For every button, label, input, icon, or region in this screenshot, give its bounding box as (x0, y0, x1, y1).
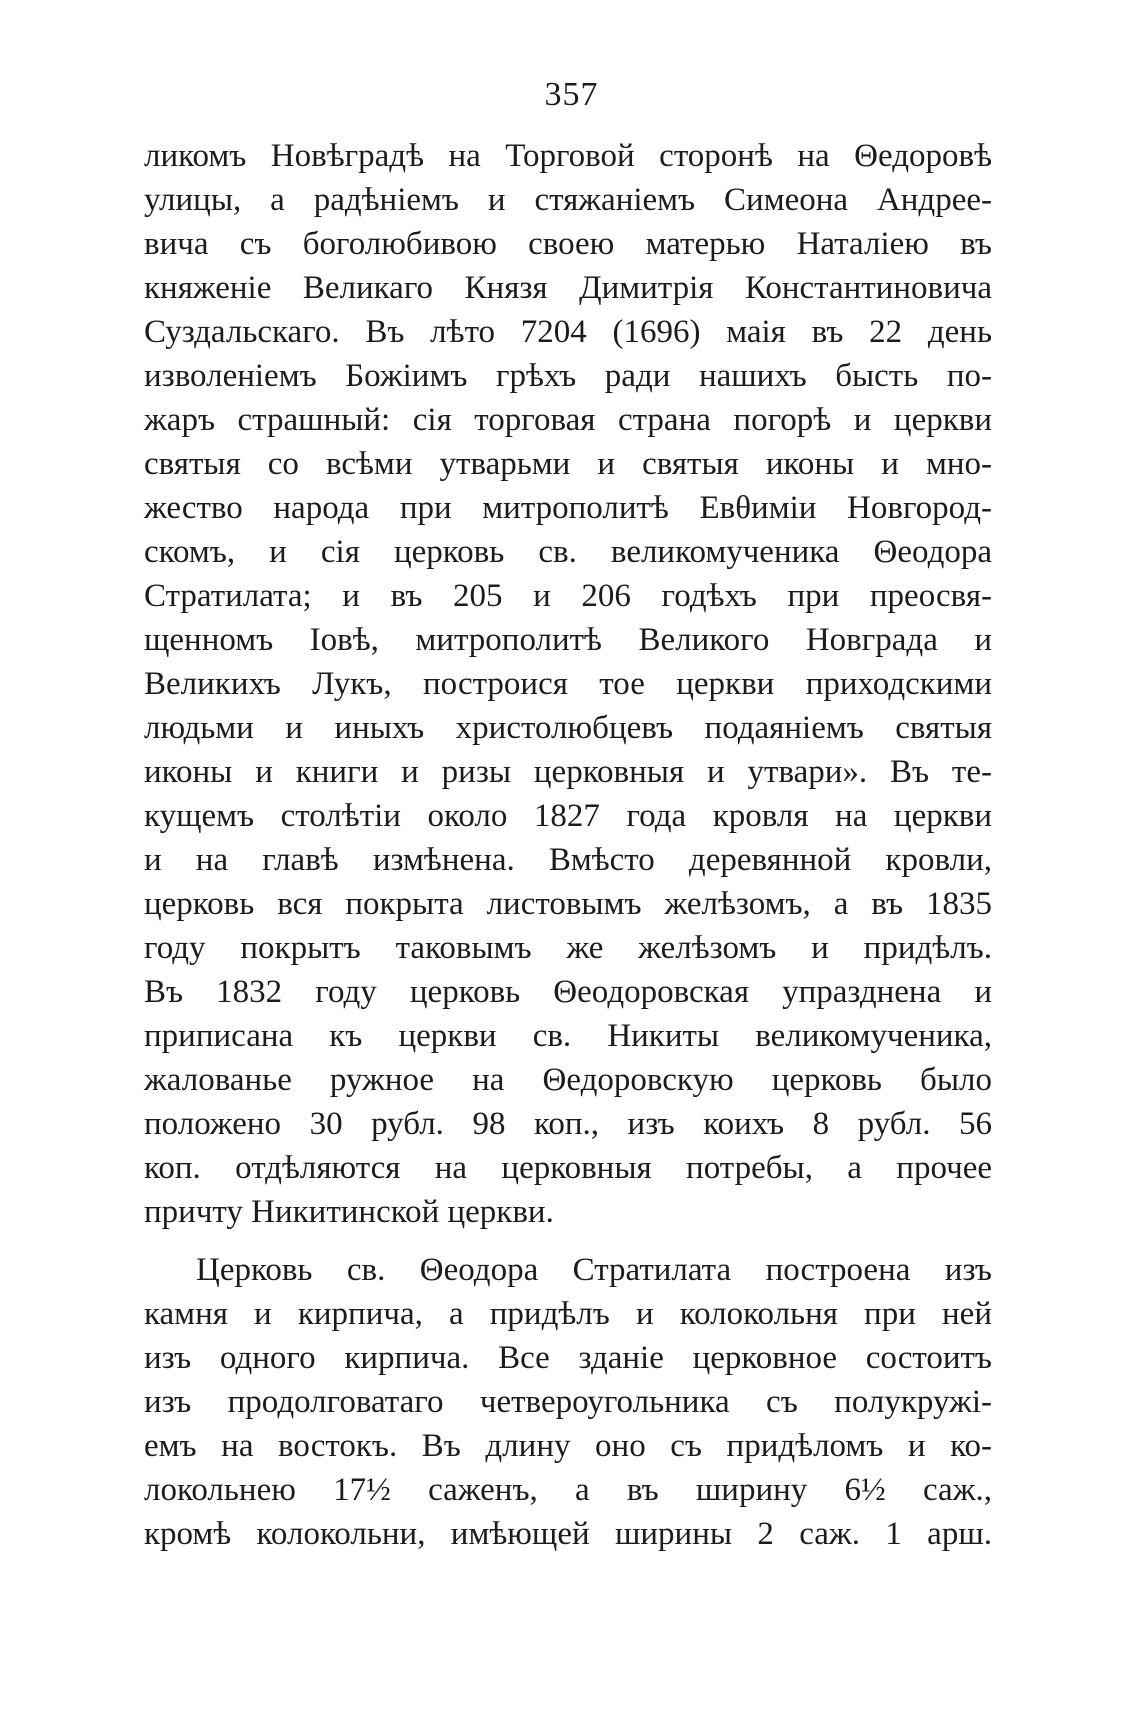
text-line: коп. отдѣляются на церковныя потребы, а прочее (144, 1150, 992, 1186)
text-line: жалованье ружное на Θедоровскую церковь было (144, 1062, 992, 1098)
text-line: локольнею 17½ саженъ, а въ ширину 6½ саж., (144, 1472, 992, 1508)
text-line: щенномъ Іовѣ, митрополитѣ Великого Новграда и (144, 622, 992, 658)
text-line: Суздальскаго. Въ лѣто 7204 (1696) маія въ 22 день (144, 314, 992, 350)
text-line: изъ продолговатаго четвероугольника съ полукружі- (144, 1384, 992, 1420)
text-line: церковь вся покрыта листовымъ желѣзомъ, а въ 1835 (144, 886, 992, 922)
text-line: людьми и иныхъ христолюбцевъ подаяніемъ святыя (144, 710, 992, 746)
text-line: камня и кирпича, а придѣлъ и колокольня при ней (144, 1296, 992, 1332)
text-line: княженіе Великаго Князя Димитрія Константиновича (144, 270, 992, 306)
text-line: изъ одного кирпича. Все зданіе церковное состоитъ (144, 1340, 992, 1376)
text-line: Церковь св. Θеодора Стратилата построена изъ (196, 1252, 992, 1288)
text-line: жаръ страшный: сія торговая страна погорѣ и церкви (144, 402, 992, 438)
text-line: Великихъ Лукъ, построися тое церкви приходскими (144, 666, 992, 702)
page-number: 357 (544, 76, 599, 113)
text-line: иконы и книги и ризы церковныя и утвари». Въ те- (144, 754, 992, 790)
text-line: Стратилата; и въ 205 и 206 годѣхъ при преосвя- (144, 578, 992, 614)
text-line: причту Никитинской церкви. (144, 1194, 554, 1230)
text-line: вича съ боголюбивою своею матерью Наталіею въ (144, 226, 992, 262)
text-line: году покрытъ таковымъ же желѣзомъ и придѣлъ. (144, 930, 992, 966)
text-line: приписана къ церкви св. Никиты великомученика, (144, 1018, 992, 1054)
text-line: ликомъ Новѣградѣ на Торговой сторонѣ на Θедоровѣ (144, 138, 992, 174)
text-line: жество народа при митрополитѣ Евθиміи Новгород- (144, 490, 992, 526)
text-line: кромѣ колокольни, имѣющей ширины 2 саж. 1 арш. (144, 1516, 992, 1552)
text-line: и на главѣ измѣнена. Вмѣсто деревянной кровли, (144, 842, 992, 878)
text-line: изволеніемъ Божіимъ грѣхъ ради нашихъ бысть по- (144, 358, 992, 394)
text-line: положено 30 рубл. 98 коп., изъ коихъ 8 рубл. 56 (144, 1106, 992, 1142)
text-line: скомъ, и сія церковь св. великомученика Θеодора (144, 534, 992, 570)
text-line: святыя со всѣми утварьми и святыя иконы и мно- (144, 446, 992, 482)
text-line: улицы, а радѣніемъ и стяжаніемъ Симеона Андрее- (144, 182, 992, 218)
text-line: емъ на востокъ. Въ длину оно съ придѣломъ и ко- (144, 1428, 992, 1464)
text-line: Въ 1832 году церковь Θеодоровская упразднена и (144, 974, 992, 1010)
text-line: кущемъ столѣтіи около 1827 года кровля на церкви (144, 798, 992, 834)
